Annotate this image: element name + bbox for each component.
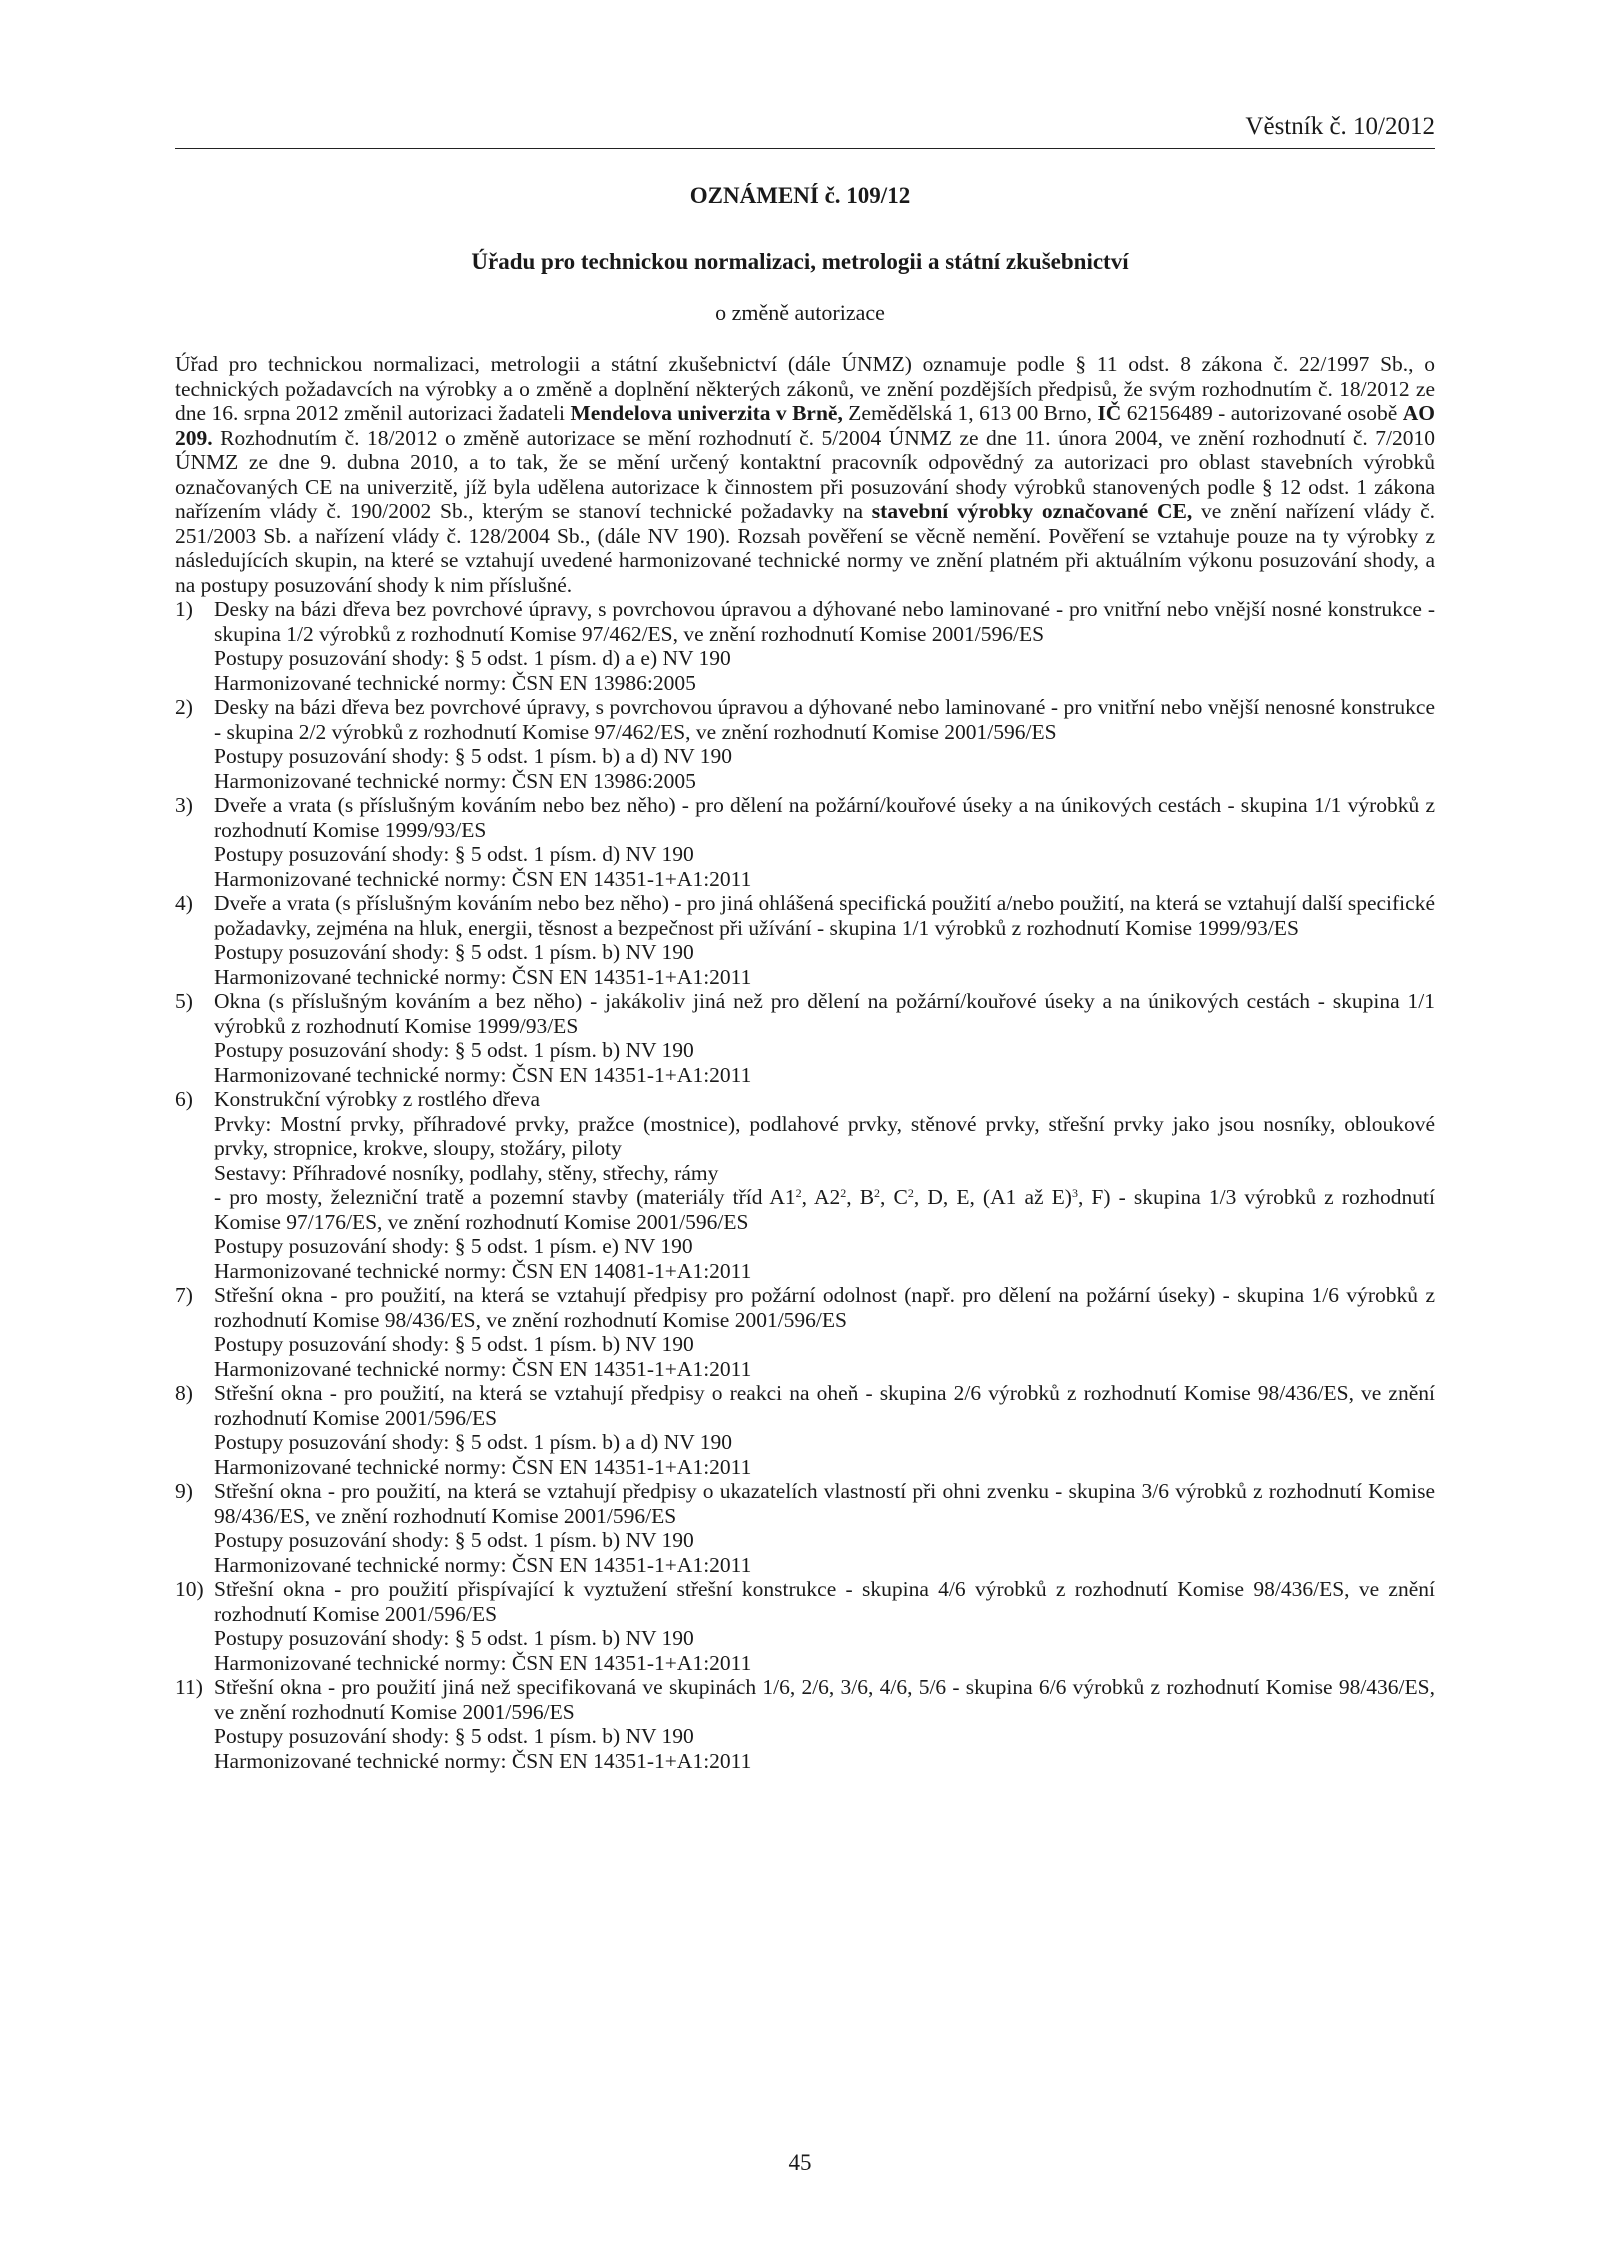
notice-title: OZNÁMENÍ č. 109/12 [689,183,911,208]
item-norms: Harmonizované technické normy: ČSN EN 14351-1+A1:2011 [214,964,752,989]
item-norms: Harmonizované technické normy: ČSN EN 14351-1+A1:2011 [214,1552,752,1577]
item-norms: Harmonizované technické normy: ČSN EN 13986:2005 [214,768,696,793]
item-number: 11) [175,1675,203,1699]
item-number: 10) [175,1577,204,1601]
footnote-2: 2 [874,1186,881,1200]
item-description: Dveře a vrata (s příslušným kováním nebo bez něho) - pro jiná ohlášená specifická použití a/nebo použití, na která se vztahují další specifické požadavky, zejména na hluk, energii, těsnost a bezpečnost při užívání - skupina 1/1 výrobků z rozhodnutí Komise 1999/93/ES [214,891,1435,940]
journal-issue: Věstník č. 10/2012 [1245,113,1435,140]
footnote-3: 3 [1071,1186,1078,1200]
item-number: 5) [175,989,193,1013]
intro-text-1: Úřad pro technickou normalizaci, metrologii a státní zkušebnictví (dále ÚNMZ) oznamuje podle § 11 odst. 8 zákona č. 22/1997 Sb., o technických požadavcích na výrobky a o změně a doplnění některých zákonů, ve znění pozdějších předpisů, že svým rozhodnutím č. 18/2012 ze dne 16. srpna 2012 změnil autorizaci žadateli [175,352,1435,425]
item-procedures: Postupy posuzování shody: § 5 odst. 1 písm. b) NV 190 [214,1038,694,1062]
item-description: Dveře a vrata (s příslušným kováním nebo bez něho) - pro dělení na požární/kouřové úseky a na únikových cestách - skupina 1/1 výrobků z rozhodnutí Komise 1999/93/ES [214,793,1435,842]
item-number: 9) [175,1479,193,1503]
applicant-name: Mendelova univerzita v Brně, [570,401,843,425]
item-norms: Harmonizované technické normy: ČSN EN 14351-1+A1:2011 [214,1650,752,1675]
product-group-list [175,597,1435,1773]
item-number: 1) [175,597,193,621]
item-assemblies: Sestavy: Příhradové nosníky, podlahy, stěny, střechy, rámy [214,1160,719,1185]
item-procedures: Postupy posuzování shody: § 5 odst. 1 písm. b) a d) NV 190 [214,1430,732,1454]
list-item [175,1381,1435,1479]
authorized-body-number: AO 209. [175,401,1435,450]
list-item [175,1087,1435,1283]
item-procedures: Postupy posuzování shody: § 5 odst. 1 písm. b) NV 190 [214,940,694,964]
item-description: Desky na bázi dřeva bez povrchové úpravy, s povrchovou úpravou a dýhované nebo laminované - pro vnitřní nebo vnější nosné konstrukce - skupina 1/2 výrobků z rozhodnutí Komise 97/462/ES, ve znění rozhodnutí Komise 2001/596/ES [214,597,1435,646]
use-text-6: , F) - skupina 1/3 výrobků z rozhodnutí Komise 97/176/ES, ve znění rozhodnutí Komise 2001/596/ES [214,1185,1435,1234]
item-procedures: Postupy posuzování shody: § 5 odst. 1 písm. b) a d) NV 190 [214,744,732,768]
intro-text-2: Zemědělská 1, 613 00 Brno, [842,401,1098,425]
item-description: Střešní okna - pro použití přispívající k vyztužení střešní konstrukce - skupina 4/6 výrobků z rozhodnutí Komise 98/436/ES, ve znění rozhodnutí Komise 2001/596/ES [214,1577,1435,1626]
intro-text-5: ve znění nařízení vlády č. 251/2003 Sb. a nařízení vlády č. 128/2004 Sb., (dále NV 190). Rozsah pověření se věcně nemění. Pověření se vztahuje pouze na ty výrobky z následujících skupin, na které se vztahují uvedené harmonizované technické normy ve znění platném při aktuálním výkonu posuzování shody, a na postupy posuzování shody k nim příslušné. [175,499,1436,597]
page-header [175,112,1435,149]
footnote-2: 2 [907,1186,914,1200]
item-norms: Harmonizované technické normy: ČSN EN 14351-1+A1:2011 [214,866,752,891]
item-procedures: Postupy posuzování shody: § 5 odst. 1 písm. b) NV 190 [214,1626,694,1650]
item-number: 4) [175,891,193,915]
page-number: 45 [788,2150,812,2175]
item-procedures: Postupy posuzování shody: § 5 odst. 1 písm. b) NV 190 [214,1332,694,1356]
item-norms: Harmonizované technické normy: ČSN EN 14081-1+A1:2011 [214,1258,752,1283]
item-procedures: Postupy posuzování shody: § 5 odst. 1 písm. d) a e) NV 190 [214,646,731,670]
item-description: Střešní okna - pro použití, na která se vztahují předpisy o reakci na oheň - skupina 2/6 výrobků z rozhodnutí Komise 98/436/ES, ve znění rozhodnutí Komise 2001/596/ES [214,1381,1435,1430]
list-item [175,1283,1435,1381]
use-text-4: , C [880,1185,908,1209]
footnote-2: 2 [840,1186,847,1200]
list-item [175,793,1435,891]
item-procedures: Postupy posuzování shody: § 5 odst. 1 písm. e) NV 190 [214,1234,693,1258]
list-item [175,1479,1435,1577]
use-text-2: , A2 [801,1185,841,1209]
item-number: 2) [175,695,193,719]
notice-subject: o změně autorizace [715,300,885,325]
item-norms: Harmonizované technické normy: ČSN EN 14351-1+A1:2011 [214,1748,752,1773]
item-norms: Harmonizované technické normy: ČSN EN 14351-1+A1:2011 [214,1062,752,1087]
intro-text-3: 62156489 - autorizované osobě [1121,401,1403,425]
intro-paragraph [175,352,1435,597]
list-item [175,597,1435,695]
item-number: 6) [175,1087,193,1111]
ic-label: IČ [1097,401,1122,425]
footnote-2: 2 [795,1186,802,1200]
list-item [175,695,1435,793]
item-elements: Prvky: Mostní prvky, příhradové prvky, pražce (mostnice), podlahové prvky, stěnové prvky, střešní prvky jako jsou nosníky, obloukové prvky, stropnice, krokve, sloupy, stožáry, piloty [214,1111,1435,1160]
item-number: 3) [175,793,193,817]
notice-body [175,352,1435,1773]
product-category: stavební výrobky označované CE, [871,499,1193,523]
item-procedures: Postupy posuzování shody: § 5 odst. 1 písm. d) NV 190 [214,842,694,866]
item-description: Střešní okna - pro použití jiná než specifikovaná ve skupinách 1/6, 2/6, 3/6, 4/6, 5/6 - skupina 6/6 výrobků z rozhodnutí Komise 98/436/ES, ve znění rozhodnutí Komise 2001/596/ES [214,1675,1435,1724]
list-item [175,989,1435,1087]
item-norms: Harmonizované technické normy: ČSN EN 14351-1+A1:2011 [214,1454,752,1479]
item-norms: Harmonizované technické normy: ČSN EN 14351-1+A1:2011 [214,1356,752,1381]
item-description: Střešní okna - pro použití, na která se vztahují předpisy o ukazatelích vlastností při ohni zvenku - skupina 3/6 výrobků z rozhodnutí Komise 98/436/ES, ve znění rozhodnutí Komise 2001/596/ES [214,1479,1435,1528]
use-text-3: , B [846,1185,875,1209]
list-item [175,1577,1435,1675]
use-text-5: , D, E, (A1 až E) [913,1185,1072,1209]
intro-text-4: Rozhodnutím č. 18/2012 o změně autorizace se mění rozhodnutí č. 5/2004 ÚNMZ ze dne 11. února 2004, ve znění rozhodnutí č. 7/2010 ÚNMZ ze dne 9. dubna 2010, a to tak, že se mění určený kontaktní pracovník odpovědný za autorizaci pro oblast stavebních výrobků označovaných CE na univerzitě, jíž byla udělena autorizace k činnostem při posuzování shody výrobků stanovených podle § 12 odst. 1 zákona nařízením vlády č. 190/2002 Sb., kterým se stanoví technické požadavky na [175,425,1435,523]
item-norms: Harmonizované technické normy: ČSN EN 13986:2005 [214,670,696,695]
item-number: 7) [175,1283,193,1307]
item-description: Desky na bázi dřeva bez povrchové úpravy, s povrchovou úpravou a dýhované nebo laminované - pro vnitřní nebo vnější nenosné konstrukce - skupina 2/2 výrobků z rozhodnutí Komise 97/462/ES, ve znění rozhodnutí Komise 2001/596/ES [214,695,1435,744]
list-item [175,1675,1435,1773]
item-description: Okna (s příslušným kováním a bez něho) - jakákoliv jiná než pro dělení na požární/kouřové úseky a na únikových cestách - skupina 1/1 výrobků z rozhodnutí Komise 1999/93/ES [214,989,1435,1038]
item-procedures: Postupy posuzování shody: § 5 odst. 1 písm. b) NV 190 [214,1528,694,1552]
item-use [214,1185,1435,1234]
item-description: Střešní okna - pro použití, na která se vztahují předpisy pro požární odolnost (např. pro dělení na požární úseky) - skupina 1/6 výrobků z rozhodnutí Komise 98/436/ES, ve znění rozhodnutí Komise 2001/596/ES [214,1283,1435,1332]
item-description: Konstrukční výrobky z rostlého dřeva [214,1087,541,1111]
notice-authority: Úřadu pro technickou normalizaci, metrologii a státní zkušebnictví [471,249,1129,274]
item-procedures: Postupy posuzování shody: § 5 odst. 1 písm. b) NV 190 [214,1724,694,1748]
item-number: 8) [175,1381,193,1405]
list-item [175,891,1435,989]
use-text-1: - pro mosty, železniční tratě a pozemní stavby (materiály tříd A1 [214,1185,796,1209]
